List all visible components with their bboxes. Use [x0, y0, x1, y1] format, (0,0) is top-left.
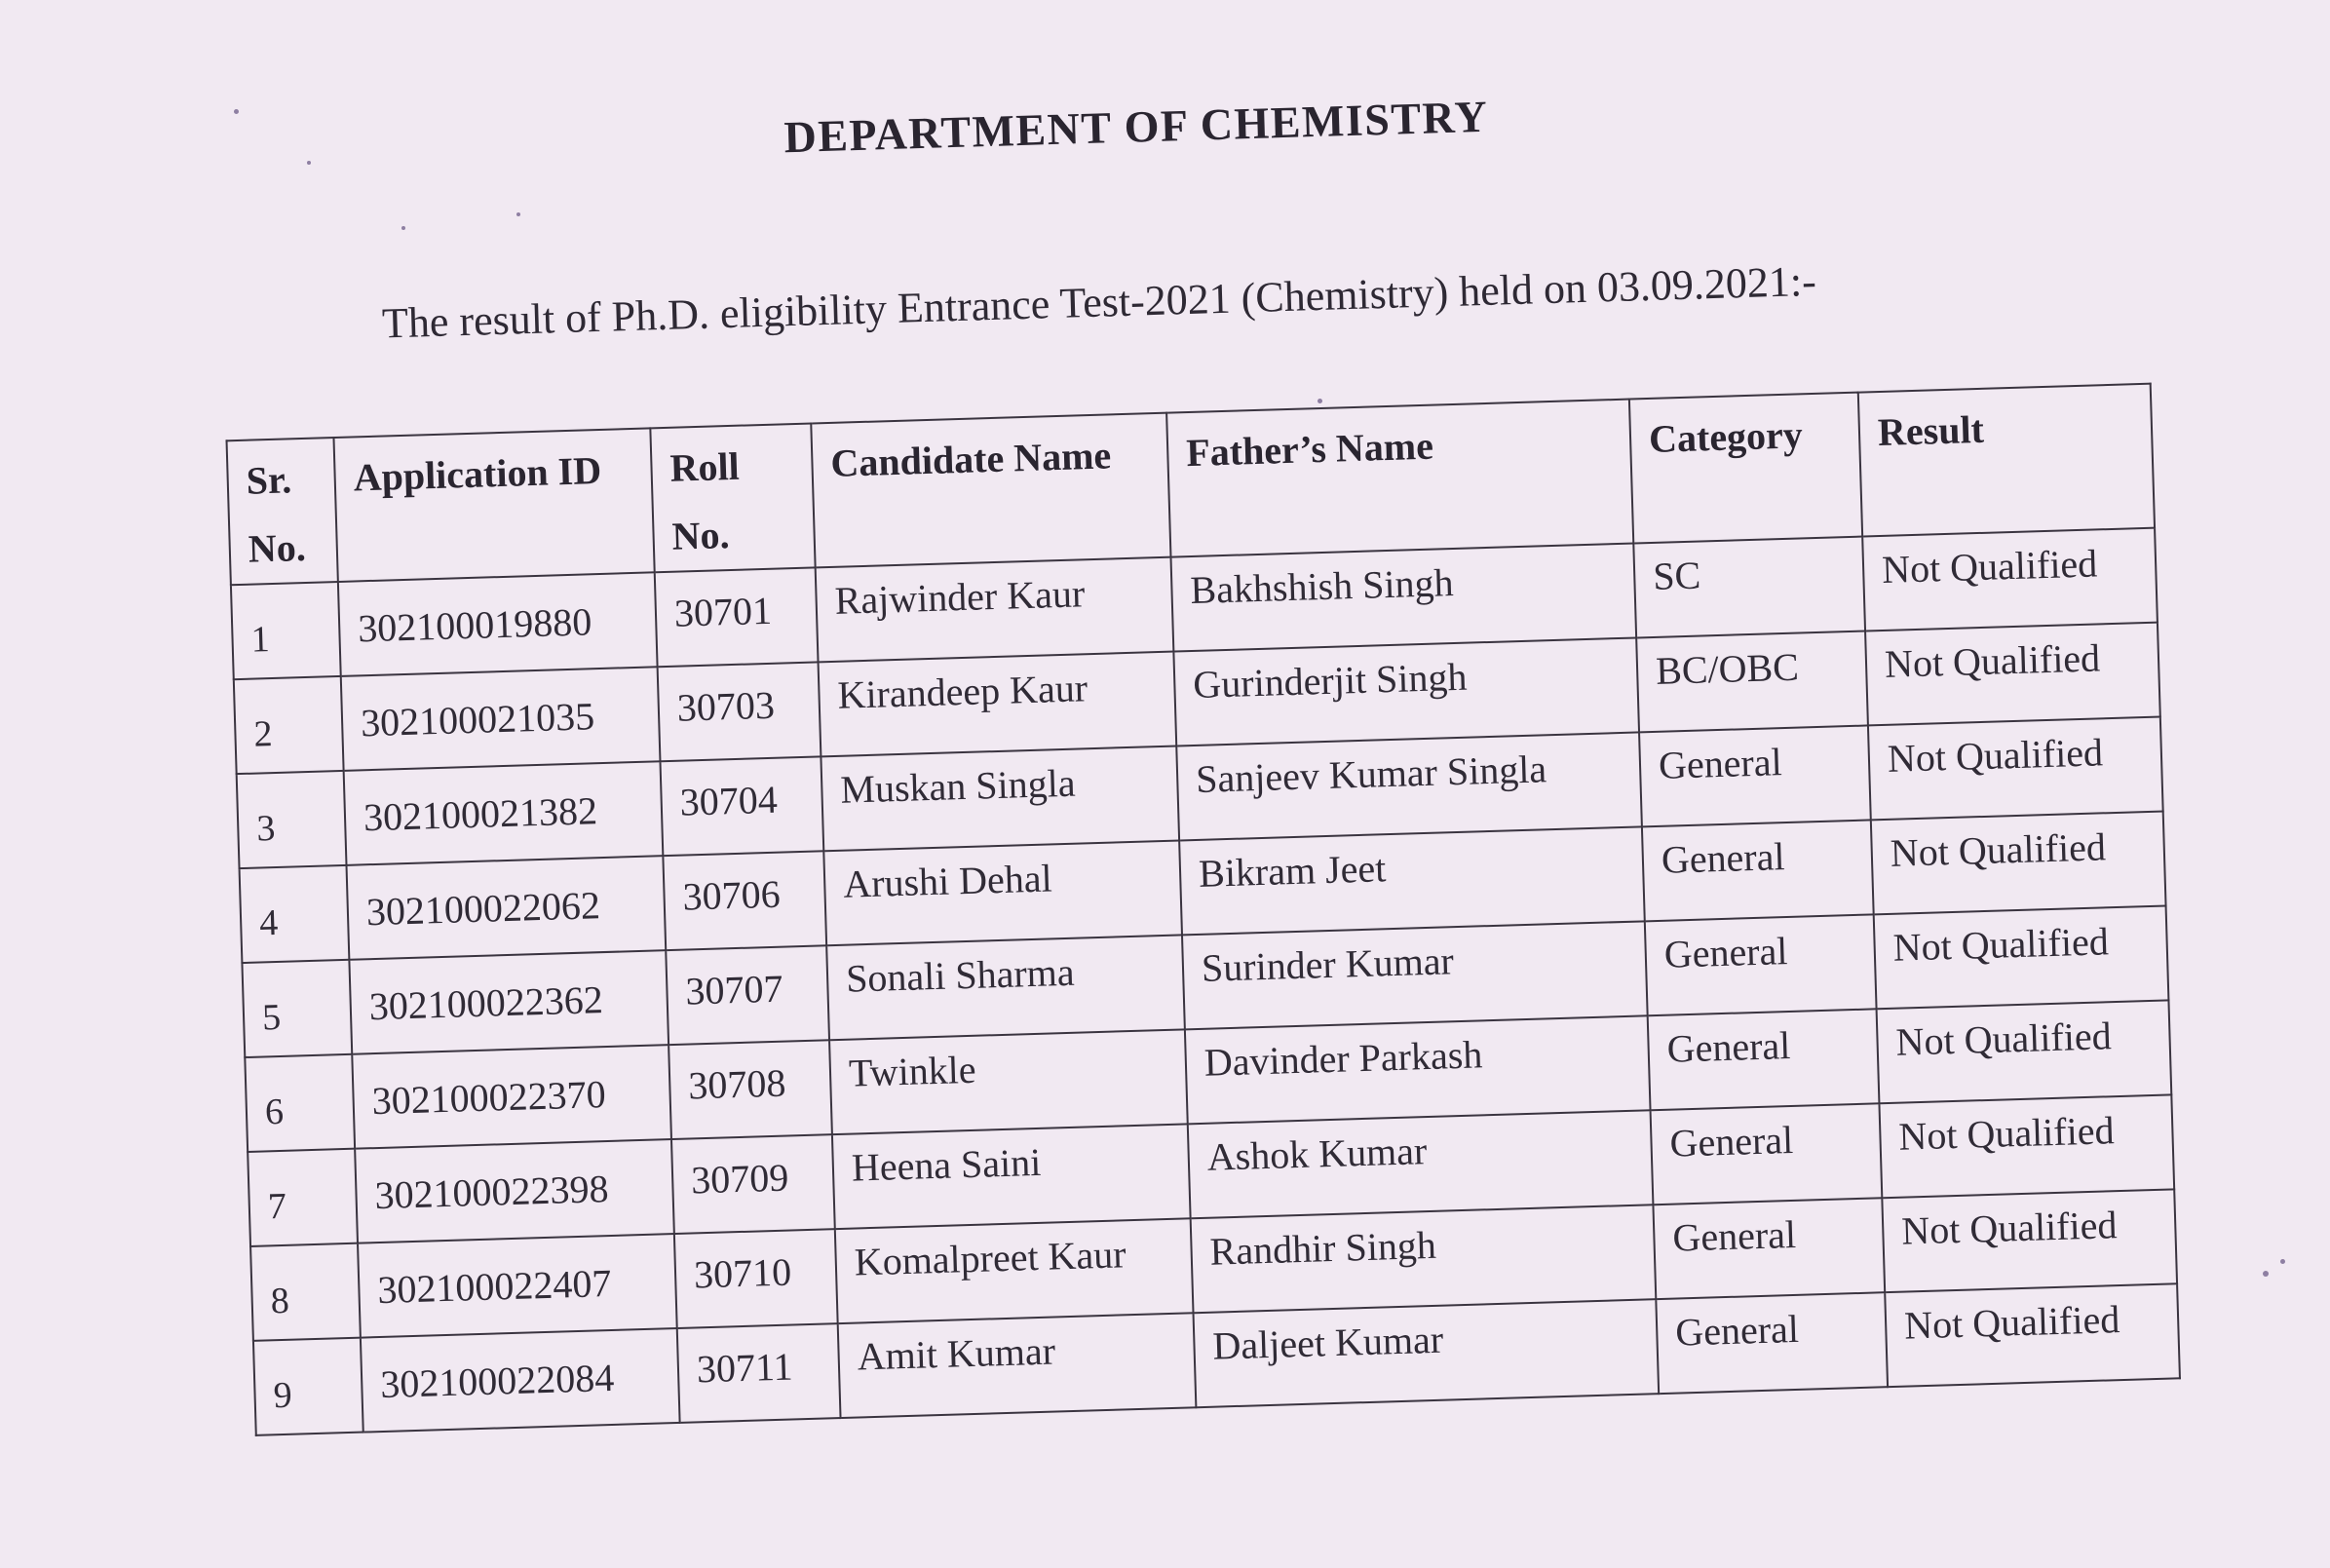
- cell-result: Not Qualified: [1865, 623, 2160, 726]
- cell-sr: 6: [245, 1054, 355, 1152]
- cell-application-id: 302100022362: [349, 950, 668, 1054]
- cell-category: General: [1645, 914, 1877, 1015]
- scan-speck: [234, 109, 239, 114]
- cell-application-id: 302100022370: [352, 1045, 671, 1149]
- cell-father-name: Bikram Jeet: [1179, 826, 1645, 935]
- cell-roll: 30706: [663, 851, 826, 950]
- cell-category: General: [1639, 725, 1871, 826]
- cell-roll: 30709: [671, 1134, 835, 1234]
- cell-candidate-name: Twinkle: [829, 1029, 1188, 1134]
- cell-category: General: [1648, 1009, 1880, 1110]
- cell-father-name: Surinder Kumar: [1182, 921, 1648, 1029]
- scan-speck: [2280, 1259, 2285, 1264]
- header-application-id: Application ID: [333, 428, 654, 582]
- cell-roll: 30711: [677, 1323, 841, 1423]
- cell-roll: 30704: [660, 756, 823, 856]
- cell-result: Not Qualified: [1885, 1283, 2180, 1387]
- cell-father-name: Randhir Singh: [1191, 1205, 1657, 1313]
- cell-candidate-name: Muskan Singla: [821, 746, 1179, 852]
- result-subtitle: The result of Ph.D. eligibility Entrance Test-2021 (Chemistry) held on 03.09.2021:-: [381, 256, 1817, 348]
- cell-category: General: [1651, 1103, 1883, 1205]
- cell-sr: 8: [250, 1243, 361, 1341]
- cell-father-name: Sanjeev Kumar Singla: [1176, 732, 1642, 840]
- scan-speck: [307, 161, 311, 165]
- cell-roll: 30701: [655, 567, 819, 667]
- cell-sr: 5: [242, 960, 352, 1057]
- department-title: DEPARTMENT OF CHEMISTRY: [783, 91, 1489, 163]
- cell-application-id: 302100021382: [344, 761, 664, 865]
- header-roll-line2: No.: [670, 513, 731, 558]
- cell-application-id: 302100022062: [346, 856, 666, 960]
- cell-father-name: Bakhshish Singh: [1170, 544, 1636, 652]
- header-candidate-name: Candidate Name: [811, 413, 1170, 568]
- scan-speck: [2263, 1271, 2269, 1277]
- header-father-name: Father’s Name: [1166, 400, 1633, 557]
- cell-result: Not Qualified: [1862, 528, 2158, 631]
- cell-candidate-name: Amit Kumar: [838, 1313, 1197, 1418]
- cell-application-id: 302100022407: [358, 1234, 677, 1338]
- cell-result: Not Qualified: [1879, 1094, 2174, 1198]
- scan-speck: [516, 212, 520, 216]
- cell-sr: 4: [240, 865, 350, 963]
- header-sr-no: [227, 438, 338, 585]
- header-result: Result: [1858, 384, 2155, 537]
- cell-result: Not Qualified: [1874, 905, 2169, 1009]
- cell-result: Not Qualified: [1871, 812, 2166, 915]
- cell-roll: 30710: [674, 1229, 838, 1328]
- cell-application-id: 302100019880: [338, 572, 658, 676]
- cell-category: General: [1656, 1292, 1888, 1394]
- cell-sr: 9: [253, 1338, 363, 1435]
- cell-application-id: 302100022398: [355, 1139, 674, 1243]
- cell-application-id: 302100022084: [361, 1328, 680, 1433]
- cell-candidate-name: Komalpreet Kaur: [835, 1218, 1194, 1323]
- cell-sr: 2: [234, 676, 344, 774]
- cell-candidate-name: Heena Saini: [832, 1124, 1191, 1229]
- cell-roll: 30707: [666, 945, 829, 1045]
- cell-roll: 30708: [668, 1040, 832, 1139]
- scan-speck: [1318, 399, 1322, 403]
- cell-sr: 1: [231, 582, 341, 679]
- header-sr-line2: No.: [248, 524, 307, 571]
- cell-result: Not Qualified: [1877, 1000, 2172, 1103]
- cell-candidate-name: Kirandeep Kaur: [819, 652, 1177, 757]
- cell-father-name: Davinder Parkash: [1185, 1015, 1651, 1124]
- cell-result: Not Qualified: [1882, 1189, 2177, 1292]
- cell-father-name: Daljeet Kumar: [1194, 1299, 1660, 1407]
- cell-sr: 3: [237, 771, 347, 868]
- cell-candidate-name: Arushi Dehal: [823, 840, 1182, 945]
- cell-category: General: [1653, 1198, 1885, 1299]
- scan-speck: [401, 226, 405, 230]
- header-roll-line1: Roll: [668, 443, 741, 490]
- cell-category: BC/OBC: [1636, 631, 1868, 733]
- cell-candidate-name: Sonali Sharma: [826, 935, 1185, 1040]
- cell-result: Not Qualified: [1868, 717, 2163, 821]
- cell-application-id: 302100021035: [341, 667, 661, 771]
- header-category: Category: [1629, 393, 1862, 544]
- cell-sr: 7: [248, 1149, 358, 1246]
- cell-roll: 30703: [658, 662, 821, 761]
- cell-father-name: Gurinderjit Singh: [1173, 637, 1639, 746]
- header-roll-no: [650, 424, 815, 573]
- cell-candidate-name: Rajwinder Kaur: [816, 557, 1174, 663]
- header-sr-line1: Sr.: [246, 457, 292, 503]
- cell-category: SC: [1633, 537, 1865, 638]
- cell-father-name: Ashok Kumar: [1188, 1110, 1654, 1218]
- cell-category: General: [1642, 820, 1874, 921]
- result-table: [225, 383, 2180, 1436]
